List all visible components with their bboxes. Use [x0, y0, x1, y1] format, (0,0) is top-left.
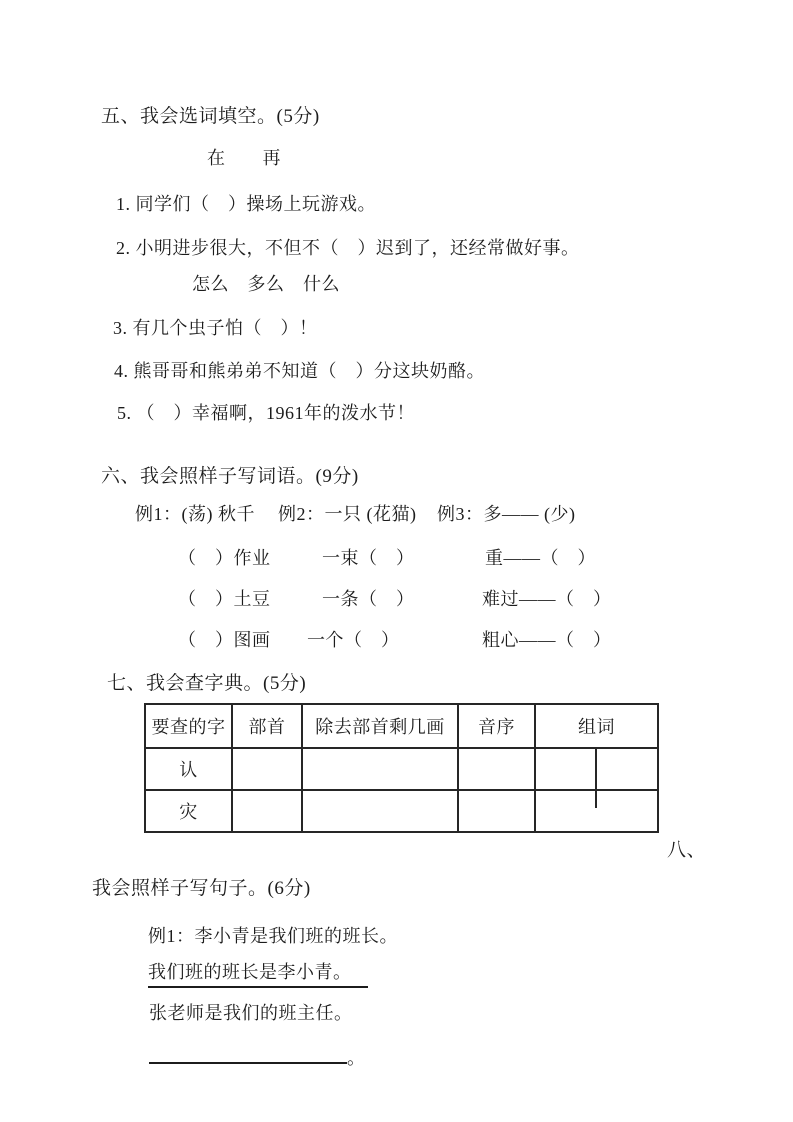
- section8-number: 八、: [667, 840, 707, 861]
- row1-strokes-cell: [302, 748, 458, 790]
- section6-cell-r2c1: （ ）土豆: [178, 589, 271, 609]
- section6-cell-r3c3: 粗心——（ ）: [482, 630, 612, 650]
- section6-title: 六、我会照样子写词语。(9分): [101, 466, 359, 487]
- dictionary-table: [144, 703, 659, 833]
- section8-answer-line: [149, 1046, 366, 1070]
- section8-example: 例1：李小青是我们班的班长。: [148, 926, 398, 946]
- row1-radical-cell: [232, 748, 302, 790]
- section6-example-2: 例2：一只 (花猫): [278, 504, 417, 524]
- section7-title: 七、我会查字典。(5分): [107, 673, 307, 694]
- section6-cell-r1c3: 重——（ ）: [485, 548, 596, 568]
- header-form-words: 组词: [535, 704, 658, 748]
- section6-cell-r1c1: （ ）作业: [178, 548, 271, 568]
- section5-title: 五、我会选词填空。(5分): [101, 106, 320, 127]
- section6-cell-r3c1: （ ）图画: [178, 630, 271, 650]
- table-row: [145, 748, 658, 790]
- row2-radical-cell: [232, 790, 302, 832]
- section8-prompt: 张老师是我们的班主任。: [149, 1003, 353, 1023]
- section6-cell-r2c3: 难过——（ ）: [482, 589, 612, 609]
- table-row: [145, 790, 658, 832]
- section5-item-1: 1. 同学们（ ）操场上玩游戏。: [116, 194, 376, 214]
- section6-cell-r3c2: 一个（ ）: [307, 630, 400, 650]
- row2-strokes-cell: [302, 790, 458, 832]
- header-radical: 部首: [232, 704, 302, 748]
- header-phonetic-order: 音序: [458, 704, 535, 748]
- underlined-answer-text: 我们班的班长是李小青。: [148, 962, 368, 988]
- section5-word-bank-2: 怎么 多么 什么: [192, 274, 340, 294]
- section6-example-1: 例1：(荡) 秋千: [135, 504, 255, 524]
- section6-example-3: 例3：多—— (少): [437, 504, 576, 524]
- section6-cell-r2c2: 一条（ ）: [322, 589, 415, 609]
- dictionary-table-header-row: [145, 704, 658, 748]
- section8-example-answer: [148, 961, 368, 984]
- section6-cell-r1c2: 一束（ ）: [322, 548, 415, 568]
- zuci-column-divider: [595, 747, 597, 808]
- row1-phonetic-cell: [458, 748, 535, 790]
- row2-char: 灾: [145, 790, 232, 832]
- section8-title: 我会照样子写句子。(6分): [92, 878, 311, 899]
- section5-word-bank-1: 在 再: [207, 148, 281, 168]
- row2-phonetic-cell: [458, 790, 535, 832]
- header-char-to-look-up: 要查的字: [145, 704, 232, 748]
- answer-blank: [149, 1046, 347, 1064]
- header-remaining-strokes: 除去部首剩几画: [302, 704, 458, 748]
- answer-blank-period: 。: [347, 1048, 366, 1068]
- section5-item-4: 4. 熊哥哥和熊弟弟不知道（ ）分这块奶酪。: [114, 361, 485, 381]
- row1-char: 认: [145, 748, 232, 790]
- section5-item-3: 3. 有几个虫子怕（ ）！: [113, 318, 318, 338]
- section5-item-5: 5. （ ）幸福啊，1961年的泼水节！: [117, 403, 415, 423]
- section5-item-2: 2. 小明进步很大，不但不（ ）迟到了，还经常做好事。: [116, 238, 580, 258]
